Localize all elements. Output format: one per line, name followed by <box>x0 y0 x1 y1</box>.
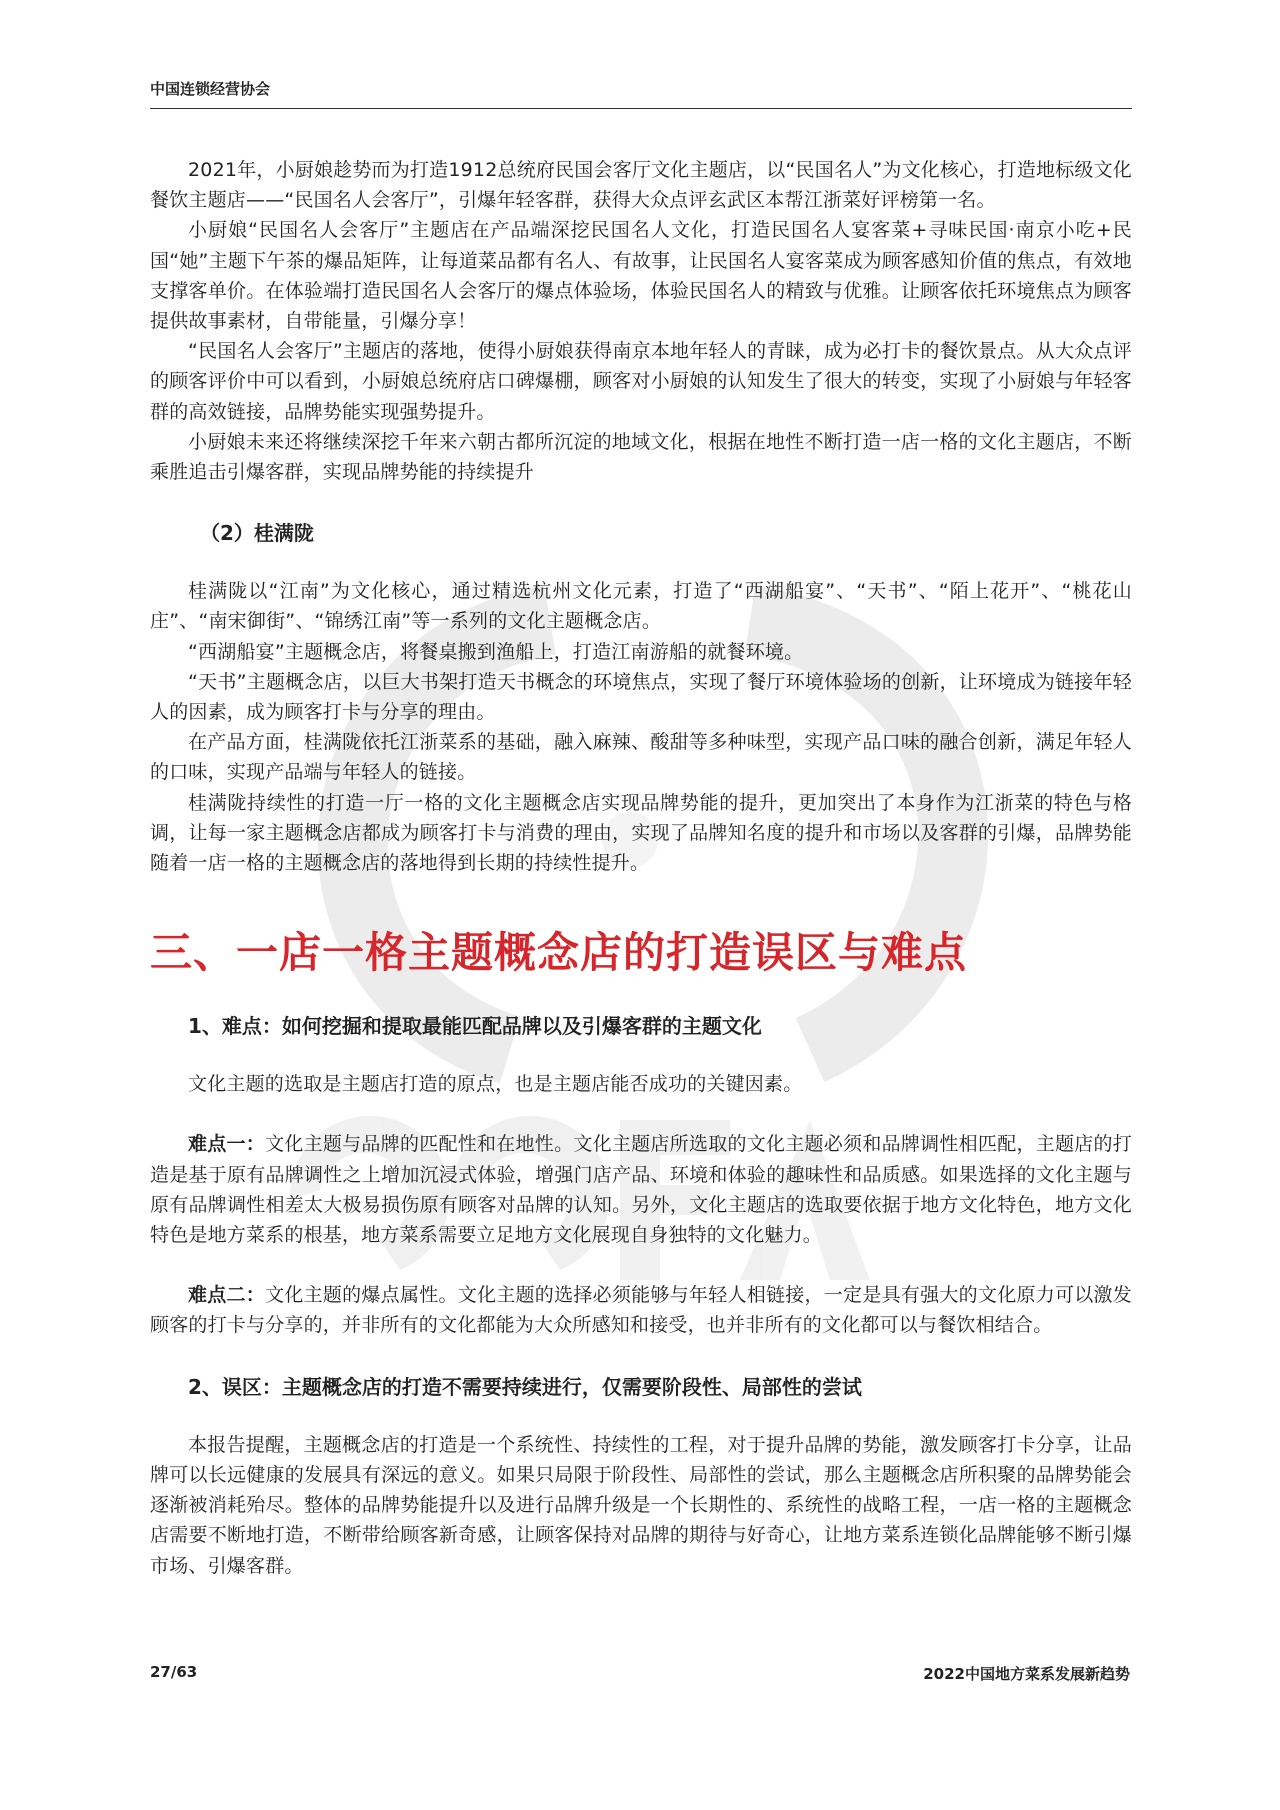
header-rule <box>150 108 1132 109</box>
gui-para-1: 2021年，小厨娘趁势而为打造1912总统府民国会客厅文化主题店，以“民国名人”为文化核心，打造地标级文化餐饮主题店——“民国名人会客厅”，引爆年轻客群，获得大众点评玄武区本帮江浙菜好评榜第一名。 <box>150 159 1132 212</box>
guimanlong-para-2: “西湖船宴”主题概念店，将餐桌搬到渔船上，打造江南游船的就餐环境。 <box>188 640 804 663</box>
difficulty-two-label: 难点二： <box>188 1284 266 1307</box>
guimanlong-para-4: 在产品方面，桂满陇依托江浙菜系的基础，融入麻辣、酸甜等多种味型，实现产品口味的融合创新，满足年轻人的口味，实现产品端与年轻人的链接。 <box>150 731 1132 784</box>
guimanlong-para-5: 桂满陇持续性的打造一厅一格的文化主题概念店实现品牌势能的提升，更加突出了本身作为江浙菜的特色与格调，让每一家主题概念店都成为顾客打卡与消费的理由，实现了品牌知名度的提升和市场以及客群的引爆，品牌势能随着一店一格的主题概念店的落地得到长期的持续性提升。 <box>150 791 1132 875</box>
gui-para-3: “民国名人会客厅”主题店的落地，使得小厨娘获得南京本地年轻人的青睐，成为必打卡的餐饮景点。从大众点评的顾客评价中可以看到，小厨娘总统府店口碑爆棚，顾客对小厨娘的认知发生了很大的转变，实现了小厨娘与年轻客群的高效链接，品牌势能实现强势提升。 <box>150 340 1132 423</box>
page-number: 27/63 <box>150 1663 198 1681</box>
difficulty-one-label: 难点一： <box>188 1133 266 1156</box>
header-org: 中国连锁经营协会 <box>150 80 271 98</box>
misconception-text: 本报告提醒，主题概念店的打造是一个系统性、持续性的工程，对于提升品牌的势能，激发顾客打卡分享，让品牌可以长远健康的发展具有深远的意义。如果只局限于阶段性、局部性的尝试，那么主题概念店所积聚的品牌势能会逐渐被消耗殆尽。整体的品牌势能提升以及进行品牌升级是一个长期性的、系统性的战略工程，一店一格的主题概念店需要不断地打造，不断带给顾客新奇感，让顾客保持对品牌的期待与好奇心，让地方菜系连锁化品牌能够不断引爆市场、引爆客群。 <box>150 1433 1132 1577</box>
guimanlong-para-3: “天书”主题概念店，以巨大书架打造天书概念的环境焦点，实现了餐厅环境体验场的创新，让环境成为链接年轻人的因素，成为顾客打卡与分享的理由。 <box>150 670 1132 724</box>
subsection-heading-difficulty: 1、难点：如何挖掘和提取最能匹配品牌以及引爆客群的主题文化 <box>188 1014 762 1039</box>
guimanlong-para-1: 桂满陇以“江南”为文化核心，通过精选杭州文化元素，打造了“西湖船宴”、“天书”、“陌上花开”、“桃花山庄”、“南宋御街”、“锦绣江南”等一系列的文化主题概念店。 <box>150 580 1132 633</box>
difficulty-one-text: 文化主题与品牌的匹配性和在地性。文化主题店所选取的文化主题必须和品牌调性相匹配，主题店的打造是基于原有品牌调性之上增加沉浸式体验，增强门店产品、环境和体验的趣味性和品质感。如果选择的文化主题与原有品牌调性相差太大极易损伤原有顾客对品牌的认知。另外，文化主题店的选取要依据于地方文化特色，地方文化特色是地方菜系的根基，地方菜系需要立足地方文化展现自身独特的文化魅力。 <box>150 1133 1132 1247</box>
difficulty-one <box>150 1129 1132 1250</box>
subsection-heading-misconception: 2、误区：主题概念店的打造不需要持续进行，仅需要阶段性、局部性的尝试 <box>188 1374 862 1399</box>
chapter-title: 三、一店一格主题概念店的打造误区与难点 <box>150 928 968 978</box>
difficulty-two-text: 文化主题的爆点属性。文化主题的选择必须能够与年轻人相链接，一定是具有强大的文化原力可以激发顾客的打卡与分享的，并非所有的文化都能为大众所感知和接受，也并非所有的文化都可以与餐饮相结合。 <box>150 1284 1132 1337</box>
page-content <box>150 155 1132 1581</box>
gui-para-4: 小厨娘未来还将继续深挖千年来六朝古都所沉淀的地域文化，根据在地性不断打造一店一格的文化主题店，不断乘胜追击引爆客群，实现品牌势能的持续提升 <box>150 430 1132 484</box>
section-heading-guimanlong: （2）桂满陇 <box>200 521 314 546</box>
gui-para-2: 小厨娘“民国名人会客厅”主题店在产品端深挖民国名人文化，打造民国名人宴客菜+寻味民国·南京小吃+民国“她”主题下午茶的爆品矩阵，让每道菜品都有名人、有故事，让民国名人宴客菜成为顾客感知价值的焦点，有效地支撑客单价。在体验端打造民国名人会客厅的爆点体验场，体验民国名人的精致与优雅。让顾客依托环境焦点为顾客提供故事素材，自带能量，引爆分享！ <box>150 219 1132 333</box>
difficulty-intro: 文化主题的选取是主题店打造的原点，也是主题店能否成功的关键因素。 <box>188 1073 803 1096</box>
footer-report-title: 2022中国地方菜系发展新趋势 <box>923 1665 1130 1683</box>
difficulty-two <box>150 1280 1132 1340</box>
